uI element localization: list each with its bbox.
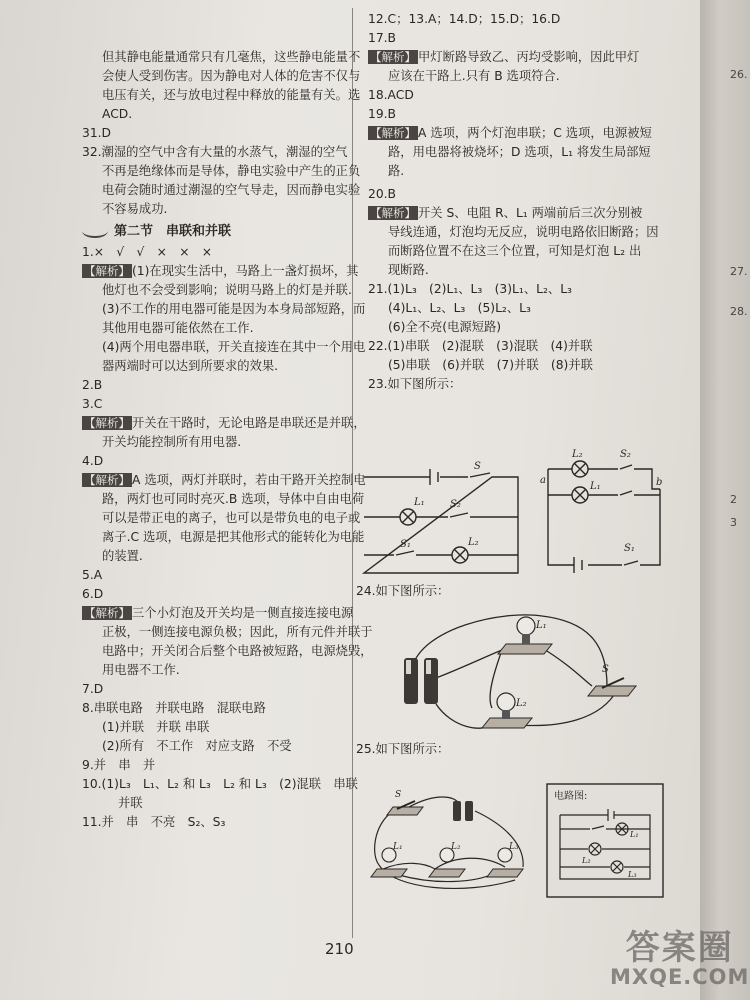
label-b: b <box>656 477 663 488</box>
answer-17: 17.B <box>368 31 396 45</box>
text-line: 电压有关，还与放电过程中释放的能量有关。选 <box>102 88 361 102</box>
text-line: (6)全不亮(电源短路) <box>388 320 502 334</box>
analysis-tag: 【解析】 <box>84 473 130 487</box>
text-line: 并联 <box>118 796 143 810</box>
analysis-tag: 【解析】 <box>84 606 130 620</box>
label-l1: L₁ <box>536 620 547 631</box>
text-line: (4)两个用电器串联，开关直接连在其中一个用电 <box>102 340 366 354</box>
text-line: 电路中；开关闭合后整个电路被短路，电源烧毁， <box>102 644 373 658</box>
edge-label: 28. <box>730 305 748 318</box>
text-line: 正极，一侧连接电源负极；因此，所有元件并联于 <box>102 625 373 639</box>
label-l2: L₂ <box>516 698 527 709</box>
label-a: a <box>540 475 546 486</box>
text-line: 的装置. <box>102 549 143 563</box>
label-l1: L₁ <box>393 842 403 852</box>
answer-21: 21.(1)L₃ (2)L₁、L₃ (3)L₁、L₂、L₃ <box>368 282 572 296</box>
battery-icon <box>453 801 461 821</box>
left-column <box>82 48 373 832</box>
right-column <box>368 10 659 394</box>
label-s2: S₂ <box>450 499 461 510</box>
text-line: 可以是带正电的离子，也可以是带负电的电子或 <box>102 511 361 525</box>
answer-12-16: 12.C；13.A；14.D；15.D；16.D <box>368 12 561 26</box>
circuit-diagram-23b <box>540 445 670 575</box>
label-l1: L₁ <box>414 497 425 508</box>
text-line: 而断路位置不在这三个位置，可知是灯泡 L₂ 出 <box>388 244 642 258</box>
label-l3: L₃ <box>509 842 519 852</box>
text-line: 路，两灯也可同时亮灭.B 选项，导体中自由电荷 <box>102 492 365 506</box>
text-line: (4)L₁、L₂、L₃ (5)L₂、L₃ <box>388 301 531 315</box>
answer-3: 3.C <box>82 397 103 411</box>
watermark-url: MXQE.COM <box>610 965 750 989</box>
text-line: 不容易成功. <box>102 202 168 216</box>
text-line: 会使人受到伤害。因为静电对人体的危害不仅与 <box>102 69 361 83</box>
text-line: 用电器不工作. <box>102 663 180 677</box>
label-l2: L₂ <box>572 449 583 460</box>
text-line: 路，用电器将被烧坏；D 选项，L₁ 将发生局部短 <box>388 145 651 159</box>
answer-6: 6.D <box>82 587 104 601</box>
label-l2: L₂ <box>451 842 461 852</box>
text-line: 离子.C 选项，电源是把其他形式的能转化为电能 <box>102 530 365 544</box>
lamp-l2-icon <box>429 848 465 877</box>
text-line: 三个小灯泡及开关均是一侧直接连接电源 <box>132 606 354 620</box>
text-line: A 选项，两灯并联时，若由干路开关控制电 <box>132 473 366 487</box>
battery-icon <box>465 801 473 821</box>
text-line: (2)所有 不工作 对应支路 不受 <box>102 739 292 753</box>
wiring-diagram-24 <box>392 608 642 743</box>
book-icon <box>82 224 108 238</box>
answer-4: 4.D <box>82 454 104 468</box>
text-line: 导线连通，灯泡均无反应，说明电路依旧断路；因 <box>388 225 659 239</box>
page-number: 210 <box>325 940 354 958</box>
answer-25: 25.如下图所示： <box>356 742 450 756</box>
answer-11: 11.并 串 不亮 S₂、S₃ <box>82 815 226 829</box>
lamp-l3-icon <box>487 848 523 877</box>
edge-label: 26. <box>730 68 748 81</box>
text-line: (5)串联 (6)并联 (7)并联 (8)并联 <box>388 358 593 372</box>
label-l2: L₂ <box>582 856 591 865</box>
switch-icon <box>588 678 636 696</box>
answer-9: 9.并 串 并 <box>82 758 156 772</box>
label-s: S <box>395 790 402 800</box>
text-line: (1)在现实生活中，马路上一盏灯损坏，其 <box>132 264 359 278</box>
text-line: 不再是绝缘体而是导体，静电实验中产生的正负 <box>102 164 361 178</box>
text-line: 电荷会随时通过潮湿的空气导走，因而静电实验 <box>102 183 361 197</box>
answer-5: 5.A <box>82 568 103 582</box>
text-line: A 选项，两个灯泡串联；C 选项，电源被短 <box>418 126 652 140</box>
answer-7: 7.D <box>82 682 104 696</box>
answer-10: 10.(1)L₃ L₁、L₂ 和 L₃ L₂ 和 L₃ (2)混联 串联 <box>82 777 358 791</box>
watermark-text: 答案圈 <box>625 928 734 968</box>
watermark <box>610 920 749 989</box>
answer-24: 24.如下图所示： <box>356 584 450 598</box>
wiring-diagram-25 <box>365 785 540 900</box>
text-line: 路. <box>388 164 405 178</box>
edge-label: 2 <box>730 493 737 506</box>
text-line: 他灯也不会受到影响；说明马路上的灯是并联. <box>102 283 352 297</box>
answer-31: 31.D <box>82 126 112 140</box>
text-line: 应该在干路上.只有 B 选项符合. <box>388 69 560 83</box>
answer-8: 8.串联电路 并联电路 混联电路 <box>82 701 266 715</box>
text-line: 器两端时可以达到所要求的效果. <box>102 359 279 373</box>
analysis-tag: 【解析】 <box>84 416 130 430</box>
text-line: ACD. <box>102 107 133 121</box>
answer-18: 18.ACD <box>368 88 414 102</box>
answer-1: 1.× √ √ × × × <box>82 245 213 259</box>
text-line: 开关 S、电阻 R、L₁ 两端前后三次分别被 <box>418 206 643 220</box>
text-line: 其他用电器可能依然在工作. <box>102 321 254 335</box>
text-line: 开关在干路时，无论电路是串联还是并联， <box>132 416 366 430</box>
section-heading <box>82 219 373 243</box>
box-title: 电路图: <box>554 791 588 802</box>
edge-label: 27. <box>730 265 748 278</box>
label-s: S <box>474 461 481 472</box>
answer-23: 23.如下图所示： <box>368 377 462 391</box>
analysis-tag: 【解析】 <box>370 206 416 220</box>
text-line: 现断路. <box>388 263 429 277</box>
label-s1: S₁ <box>400 539 411 550</box>
answer-2: 2.B <box>82 378 103 392</box>
answer-22: 22.(1)串联 (2)混联 (3)混联 (4)并联 <box>368 339 593 353</box>
label-l1: L₁ <box>590 481 601 492</box>
answer-19: 19.B <box>368 107 396 121</box>
text-line: 甲灯断路导致乙、丙均受影响，因此甲灯 <box>418 50 640 64</box>
label-s2: S₂ <box>620 449 631 460</box>
label-l1: L₁ <box>630 830 639 839</box>
answer-20: 20.B <box>368 187 396 201</box>
analysis-tag: 【解析】 <box>84 264 130 278</box>
label-s: S <box>602 664 609 675</box>
edge-label: 3 <box>730 516 737 529</box>
circuit-box-25 <box>546 783 664 898</box>
label-l3: L₃ <box>628 870 637 879</box>
text-line: 但其静电能量通常只有几毫焦，这些静电能量不 <box>102 50 361 64</box>
answer-32: 32.潮湿的空气中含有大量的水蒸气，潮湿的空气 <box>82 145 348 159</box>
text-line: (1)并联 并联 串联 <box>102 720 210 734</box>
section-title: 第二节 串联和并联 <box>114 223 232 239</box>
text-line: 开关均能控制所有用电器. <box>102 435 242 449</box>
analysis-tag: 【解析】 <box>370 50 416 64</box>
text-line: (3)不工作的用电器可能是因为本身局部短路，而 <box>102 302 366 316</box>
label-l2: L₂ <box>468 537 479 548</box>
lamp-l1-icon <box>371 848 407 877</box>
circuit-diagram-23a <box>358 455 528 585</box>
next-page-edge <box>700 0 750 1000</box>
analysis-tag: 【解析】 <box>370 126 416 140</box>
label-s1: S₁ <box>624 543 635 554</box>
